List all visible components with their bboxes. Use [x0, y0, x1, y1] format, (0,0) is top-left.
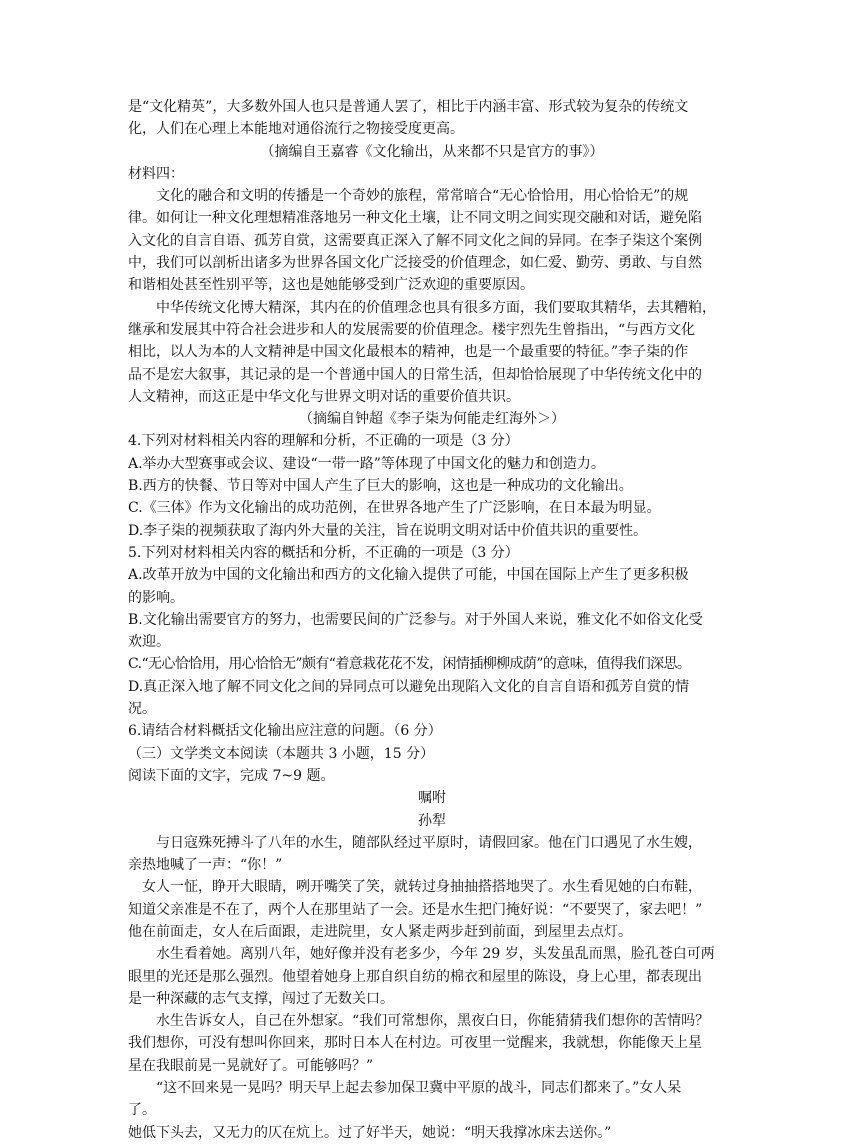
paragraph-line: 入文化的自言自语、孤芳自赏，这需要真正深入了解不同文化之间的异同。在李子柒这个案例 [128, 232, 702, 249]
paragraph-line: 她低下头去，又无力的仄在炕上。过了好半天，她说：“明天我撑冰床去送你。” [128, 1124, 612, 1141]
paragraph-line: 是一种深藏的志气支撑，闯过了无数关口。 [128, 990, 394, 1007]
option-b: B.文化输出需要官方的努力，也需要民间的广泛参与。对于外国人来说，雅文化不如俗文化受 [128, 611, 703, 628]
instruction: 阅读下面的文字，完成 7~9 题。 [128, 767, 335, 784]
paragraph-line: 和谐相处甚至性别平等，这也是她能够受到广泛欢迎的重要原因。 [128, 277, 534, 294]
section-heading: （三）文学类文本阅读（本题共 3 小题，15 分） [128, 745, 435, 762]
paragraph-line: 眼里的光还是那么强烈。他望着她身上那自织自纺的棉衣和屋里的陈设，身上心里，都表现出 [128, 968, 702, 985]
option-a: A.改革开放为中国的文化输出和西方的文化输入提供了可能，中国在国际上产生了更多积极 [128, 567, 689, 584]
source-citation: （摘编自王嘉睿《文化输出，从来都不只是官方的事》） [260, 143, 604, 160]
option-a-cont: 的影响。 [128, 589, 184, 606]
paragraph-line: 知道父亲准是不在了，两个人在那里站了一会。还是水生把门掩好说：“不要哭了，家去吧！” [128, 901, 703, 918]
option-d-cont: 况。 [128, 701, 156, 718]
paragraph-line: 文化的融合和文明的传播是一个奇妙的旅程，常常暗合“无心恰恰用，用心恰恰无”的规 [156, 188, 689, 205]
paragraph-line: 继承和发展其中符合社会进步和人的发展需要的价值理念。楼宇烈先生曾指出，“与西方文化 [128, 321, 696, 338]
paragraph-line: 是“文化精英”，大多数外国人也只是普通人罢了，相比于内涵丰富、形式较为复杂的传统文 [128, 99, 689, 115]
option-d: D.李子柒的视频获取了海内外大量的关注，旨在说明文明对话中价值共识的重要性。 [128, 522, 648, 539]
option-c: C.《三体》作为文化输出的成功范例，在世界各地产生了广泛影响，在日本最为明显。 [128, 500, 661, 517]
section-label: 材料四： [128, 165, 184, 182]
paragraph-line: 中，我们可以剖析出诸多为世界各国文化广泛接受的价值理念，如仁爱、勤劳、勇敢、与自然 [128, 255, 702, 272]
paragraph-line: 相比，以人为本的人文精神是中国文化最根本的精神，也是一个最重要的特征。”李子柒的作 [128, 344, 689, 361]
option-b: B.西方的快餐、节日等对中国人产生了巨大的影响，这也是一种成功的文化输出。 [128, 478, 633, 495]
paragraph-line: 品不是宏大叙事，其记录的是一个普通中国人的日常生活，但却恰恰展现了中华传统文化中的 [128, 366, 702, 383]
paragraph-line: 我们想你，可没有想叫你回来，那时日本人在村边。可夜里一觉醒来，我就想，你能像天上星 [128, 1035, 702, 1052]
paragraph-line: 化，人们在心理上本能地对通俗流行之物接受度更高。 [128, 121, 464, 138]
story-author: 孙犁 [418, 812, 446, 829]
question-stem: 5.下列对材料相关内容的概括和分析，不正确的一项是（3 分） [128, 544, 519, 561]
story-title: 嘱咐 [418, 790, 446, 807]
paragraph-line: 亲热地喊了一声：“你！” [128, 857, 283, 874]
paragraph-line: “这不回来晃一晃吗？明天早上起去参加保卫冀中平原的战斗，同志们都来了。”女人呆 [156, 1080, 682, 1097]
option-c: C.“无心恰恰用，用心恰恰无”颇有“着意栽花花不发，闲情插柳柳成荫”的意味，值得我们深思。 [128, 656, 691, 673]
paragraph-line: 人文精神，而这正是中华文化与世界文明对话的重要价值共识。 [128, 388, 520, 405]
paragraph-line: 了。 [128, 1102, 156, 1119]
paragraph-line: 中华传统文化博大精深，其内在的价值理念也具有很多方面，我们要取其精华，去其糟粕， [156, 299, 716, 316]
paragraph-line: 律。如何让一种文化理想精准落地另一种文化土壤，让不同文明之间实现交融和对话，避免陷 [128, 210, 702, 227]
option-d: D.真正深入地了解不同文化之间的异同点可以避免出现陷入文化的自言自语和孤芳自赏的情 [128, 678, 690, 695]
question-stem: 6.请结合材料概括文化输出应注意的问题。（6 分） [128, 723, 442, 740]
question-stem: 4.下列对材料相关内容的理解和分析，不正确的一项是（3 分） [128, 433, 519, 450]
paragraph-line: 星在我眼前晃一晃就好了。可能够吗？” [128, 1057, 374, 1074]
paragraph-line: 与日寇殊死搏斗了八年的水生，随部队经过平原时，请假回家。他在门口遇见了水生嫂， [156, 834, 702, 851]
option-b-cont: 欢迎。 [128, 634, 170, 651]
paragraph-line: 女人一怔，睁开大眼睛，咧开嘴笑了笑，就转过身抽抽搭搭地哭了。水生看见她的白布鞋， [142, 879, 702, 896]
option-a: A.举办大型赛事或会议、建设“一带一路”等体现了中国文化的魅力和创造力。 [128, 455, 605, 472]
paragraph-line: 水生告诉女人，自己在外想家。“我们可常想你，黑夜白日，你能猜猜我们想你的苦情吗？ [156, 1013, 710, 1030]
paragraph-line: 他在前面走，女人在后面跟，走进院里，女人紧走两步赶到前面，到屋里去点灯。 [128, 923, 632, 940]
source-citation: （摘编自钟超《李子柒为何能走红海外＞） [299, 411, 565, 428]
paragraph-line: 水生看着她。离别八年，她好像并没有老多少，今年 29 岁，头发虽乱而黑，脸孔苍白可两 [156, 946, 715, 963]
document-page [128, 96, 736, 1144]
